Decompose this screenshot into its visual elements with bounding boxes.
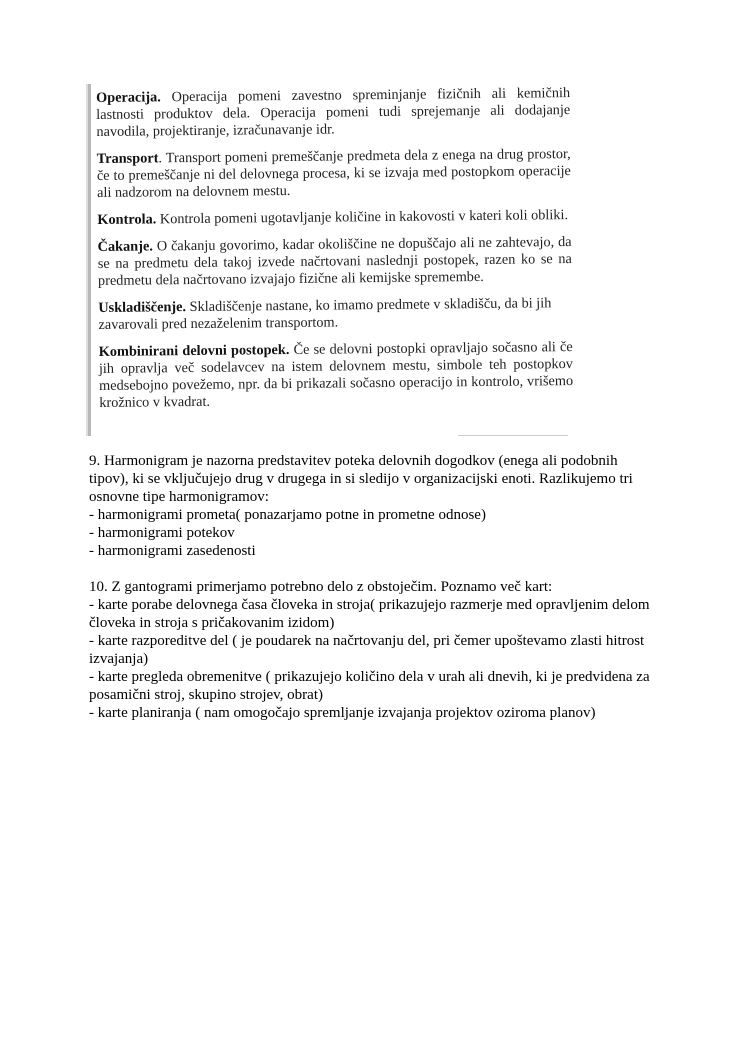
page-content (88, 84, 678, 722)
paragraph-gap (89, 560, 669, 578)
text-line: človeka in stroja s pričakovanim izidom) (89, 615, 335, 631)
definition: Če se delovni postopki opravljajo sočasno ali če jih opravlja več sodelavcev na istem delovnem mestu, simbole teh postopkov medsebojno povežemo, npr. da bi prikazali sočasno operacijo in kontrolo, vrišemo krožnico v kvadrat. (98, 339, 574, 411)
term: Operacija. (96, 89, 161, 106)
text-line: izvajanja) (89, 651, 149, 667)
scan-paragraph (98, 295, 572, 334)
term: Kontrola. (97, 211, 157, 228)
term: Transport (96, 150, 159, 167)
scanned-image (88, 84, 572, 436)
text-line: osnovne tipe harmonigramov: (89, 489, 269, 505)
scan-artifact-line (458, 435, 568, 436)
scan-paragraph (96, 85, 571, 141)
scan-paragraph (97, 207, 571, 229)
list-item: - harmonigrami zasedenosti (89, 543, 256, 559)
text-line: tipov), ki se vključujejo drug v drugega in si sledijo v organizacijski enoti. Razlikujemo tri (89, 471, 633, 487)
definition: . Transport pomeni premeščanje predmeta dela z enega na drug prostor, če to premeščanje ni del delovnega procesa, ki se izvaja med postopkom operacije ali nadzorom na delovnem mestu. (96, 146, 571, 201)
scanned-text (96, 85, 573, 412)
term: Čakanje. (97, 238, 153, 255)
list-item: - karte planiranja ( nam omogočajo spremljanje izvajanja projektov oziroma planov) (89, 705, 596, 721)
text-line: posamični stroj, skupino strojev, obrat) (89, 687, 323, 703)
definition: Skladiščenje nastane, ko imamo predmete v skladišču, da bi jih zavarovali pred nezaželenim transportom. (98, 295, 552, 333)
scan-paragraph (98, 234, 573, 290)
list-item: - karte razporeditve del ( je poudarek na načrtovanju del, pri čemer upoštevamo zlasti hitrost (89, 633, 645, 649)
text-line: 9. Harmonigram je nazorna predstavitev poteka delovnih dogodkov (enega ali podobnih (89, 453, 618, 469)
body-text (89, 452, 669, 722)
list-item: - karte pregleda obremenitve ( prikazujejo količino dela v urah ali dnevih, ki je predvidena za (89, 669, 650, 685)
definition: O čakanju govorimo, kadar okoliščine ne dopuščajo ali ne zahtevajo, da se na predmetu dela takoj izvede načrtovani naslednji postopek, razen ko se na predmetu dela načrtovano izvajajo fizične ali kemijske spremembe. (97, 234, 572, 289)
text-line: 10. Z gantogrami primerjamo potrebno delo z obstoječim. Poznamo več kart: (89, 579, 553, 595)
list-item: - karte porabe delovnega časa človeka in stroja( prikazujejo razmerje med opravljenim delom (89, 597, 650, 613)
scan-paragraph (97, 146, 572, 202)
term: Uskladiščenje. (98, 299, 187, 316)
scan-paragraph (99, 339, 574, 412)
list-item: - harmonigrami potekov (89, 525, 235, 541)
definition: Kontrola pomeni ugotavljanje količine in kakovosti v kateri koli obliki. (156, 207, 569, 228)
list-item: - harmonigrami prometa( ponazarjamo potne in prometne odnose) (89, 507, 486, 523)
definition: Operacija pomeni zavestno spreminjanje fizičnih ali kemičnih lastnosti produktov dela. Operacija pomeni tudi sprejemanje ali dodajanje navodila, projektiranje, izračunavanje idr. (96, 85, 571, 140)
term: Kombinirani delovni postopek. (98, 341, 290, 360)
